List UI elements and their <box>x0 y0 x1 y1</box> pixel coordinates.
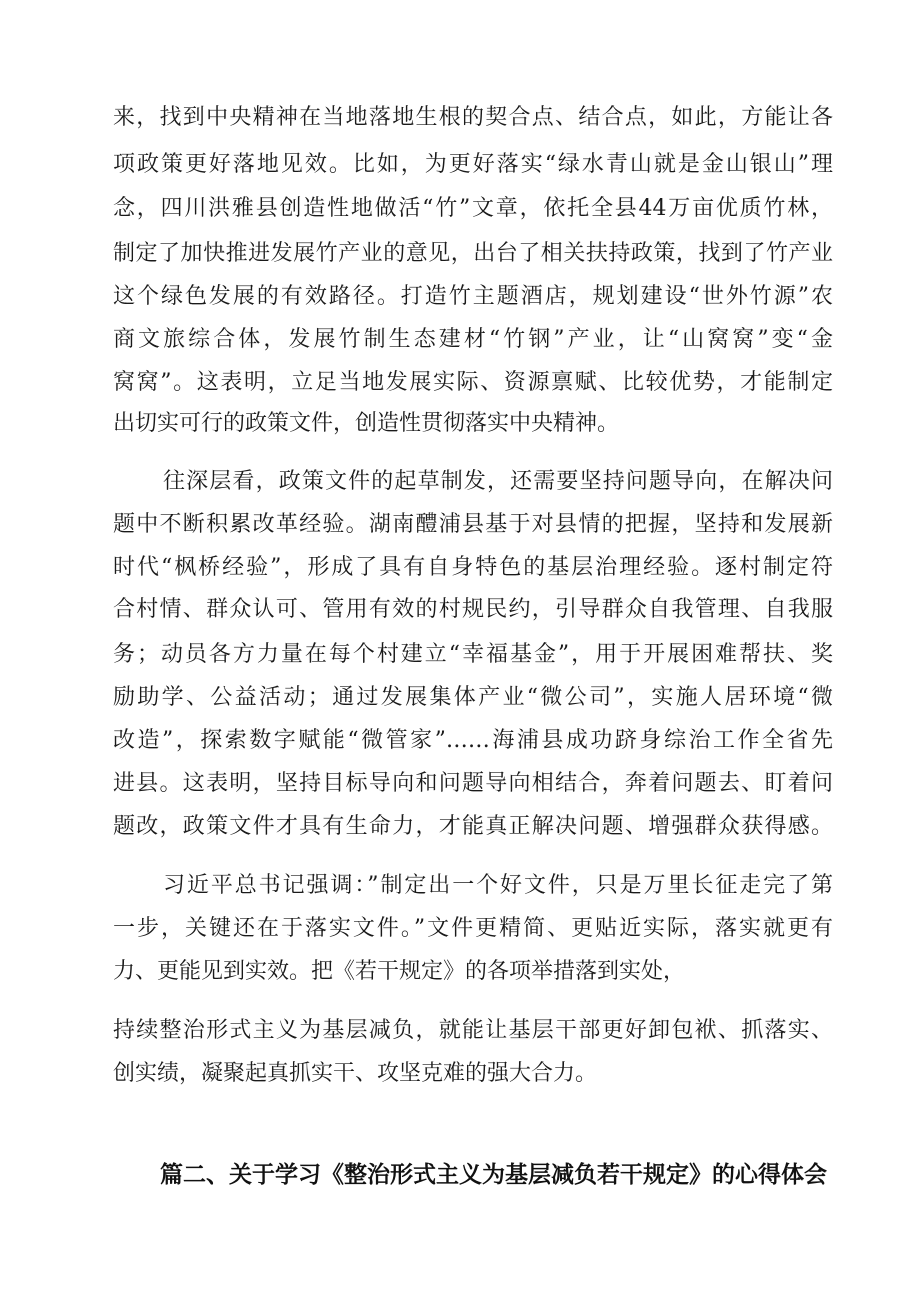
paragraph-line: 制定了加快推进发展竹产业的意见，出台了相关扶持政策，找到了竹产业 <box>113 241 833 266</box>
paragraph-line: 励助学、公益活动；通过发展集体产业“微公司”，实施人居环境“微 <box>113 685 833 710</box>
paragraph-line: 往深层看，政策文件的起草制发，还需要坚持问题导向，在解决问 <box>163 469 833 494</box>
paragraph-line: 改造”，探索数字赋能“微管家”……海浦县成功跻身综治工作全省先 <box>113 728 833 753</box>
paragraph-line: 题中不断积累改革经验。湖南醴浦县基于对县情的把握，坚持和发展新 <box>113 512 833 537</box>
paragraph-line: 念，四川洪雅县创造性地做活“竹”文章，依托全县44万亩优质竹林， <box>113 196 833 221</box>
paragraph-line: 出切实可行的政策文件，创造性贯彻落实中央精神。 <box>113 411 620 436</box>
paragraph-line: 这个绿色发展的有效路径。打造竹主题酒店，规划建设“世外竹源”农 <box>113 284 833 309</box>
paragraph-line: 一步，关键还在于落实文件。”文件更精简、更贴近实际，落实就更有 <box>113 916 833 941</box>
paragraph-line: 来，找到中央精神在当地落地生根的契合点、结合点，如此，方能让各 <box>113 105 833 130</box>
paragraph-line: 创实绩，凝聚起真抓实干、攻坚克难的强大合力。 <box>113 1061 598 1086</box>
paragraph-line: 进县。这表明，坚持目标导向和问题导向相结合，奔着问题去、盯着问 <box>113 771 833 796</box>
paragraph-line: 窝窝”。这表明，立足当地发展实际、资源禀赋、比较优势，才能制定 <box>113 370 833 395</box>
paragraph-line: 商文旅综合体，发展竹制生态建材“竹钢”产业，让“山窝窝”变“金 <box>113 327 833 352</box>
paragraph-line: 力、更能见到实效。把《若干规定》的各项举措落到实处， <box>113 959 686 984</box>
paragraph-line: 合村情、群众认可、管用有效的村规民约，引导群众自我管理、自我服 <box>113 597 833 622</box>
paragraph-line: 时代“枫桥经验”，形成了具有自身特色的基层治理经验。逐村制定符 <box>113 555 833 580</box>
paragraph-line: 项政策更好落地见效。比如，为更好落实“绿水青山就是金山银山”理 <box>113 152 833 177</box>
paragraph-line: 持续整治形式主义为基层减负，就能让基层干部更好卸包袱、抓落实、 <box>113 1018 833 1043</box>
paragraph-line: 习近平总书记强调：”制定出一个好文件，只是万里长征走完了第 <box>163 873 833 898</box>
section-heading: 篇二、关于学习《整治形式主义为基层减负若干规定》的心得体会 <box>160 1162 827 1188</box>
paragraph-line: 题改，政策文件才具有生命力，才能真正解决问题、增强群众获得感。 <box>113 814 833 839</box>
paragraph-line: 务；动员各方力量在每个村建立“幸福基金”，用于开展困难帮扶、奖 <box>113 642 833 667</box>
